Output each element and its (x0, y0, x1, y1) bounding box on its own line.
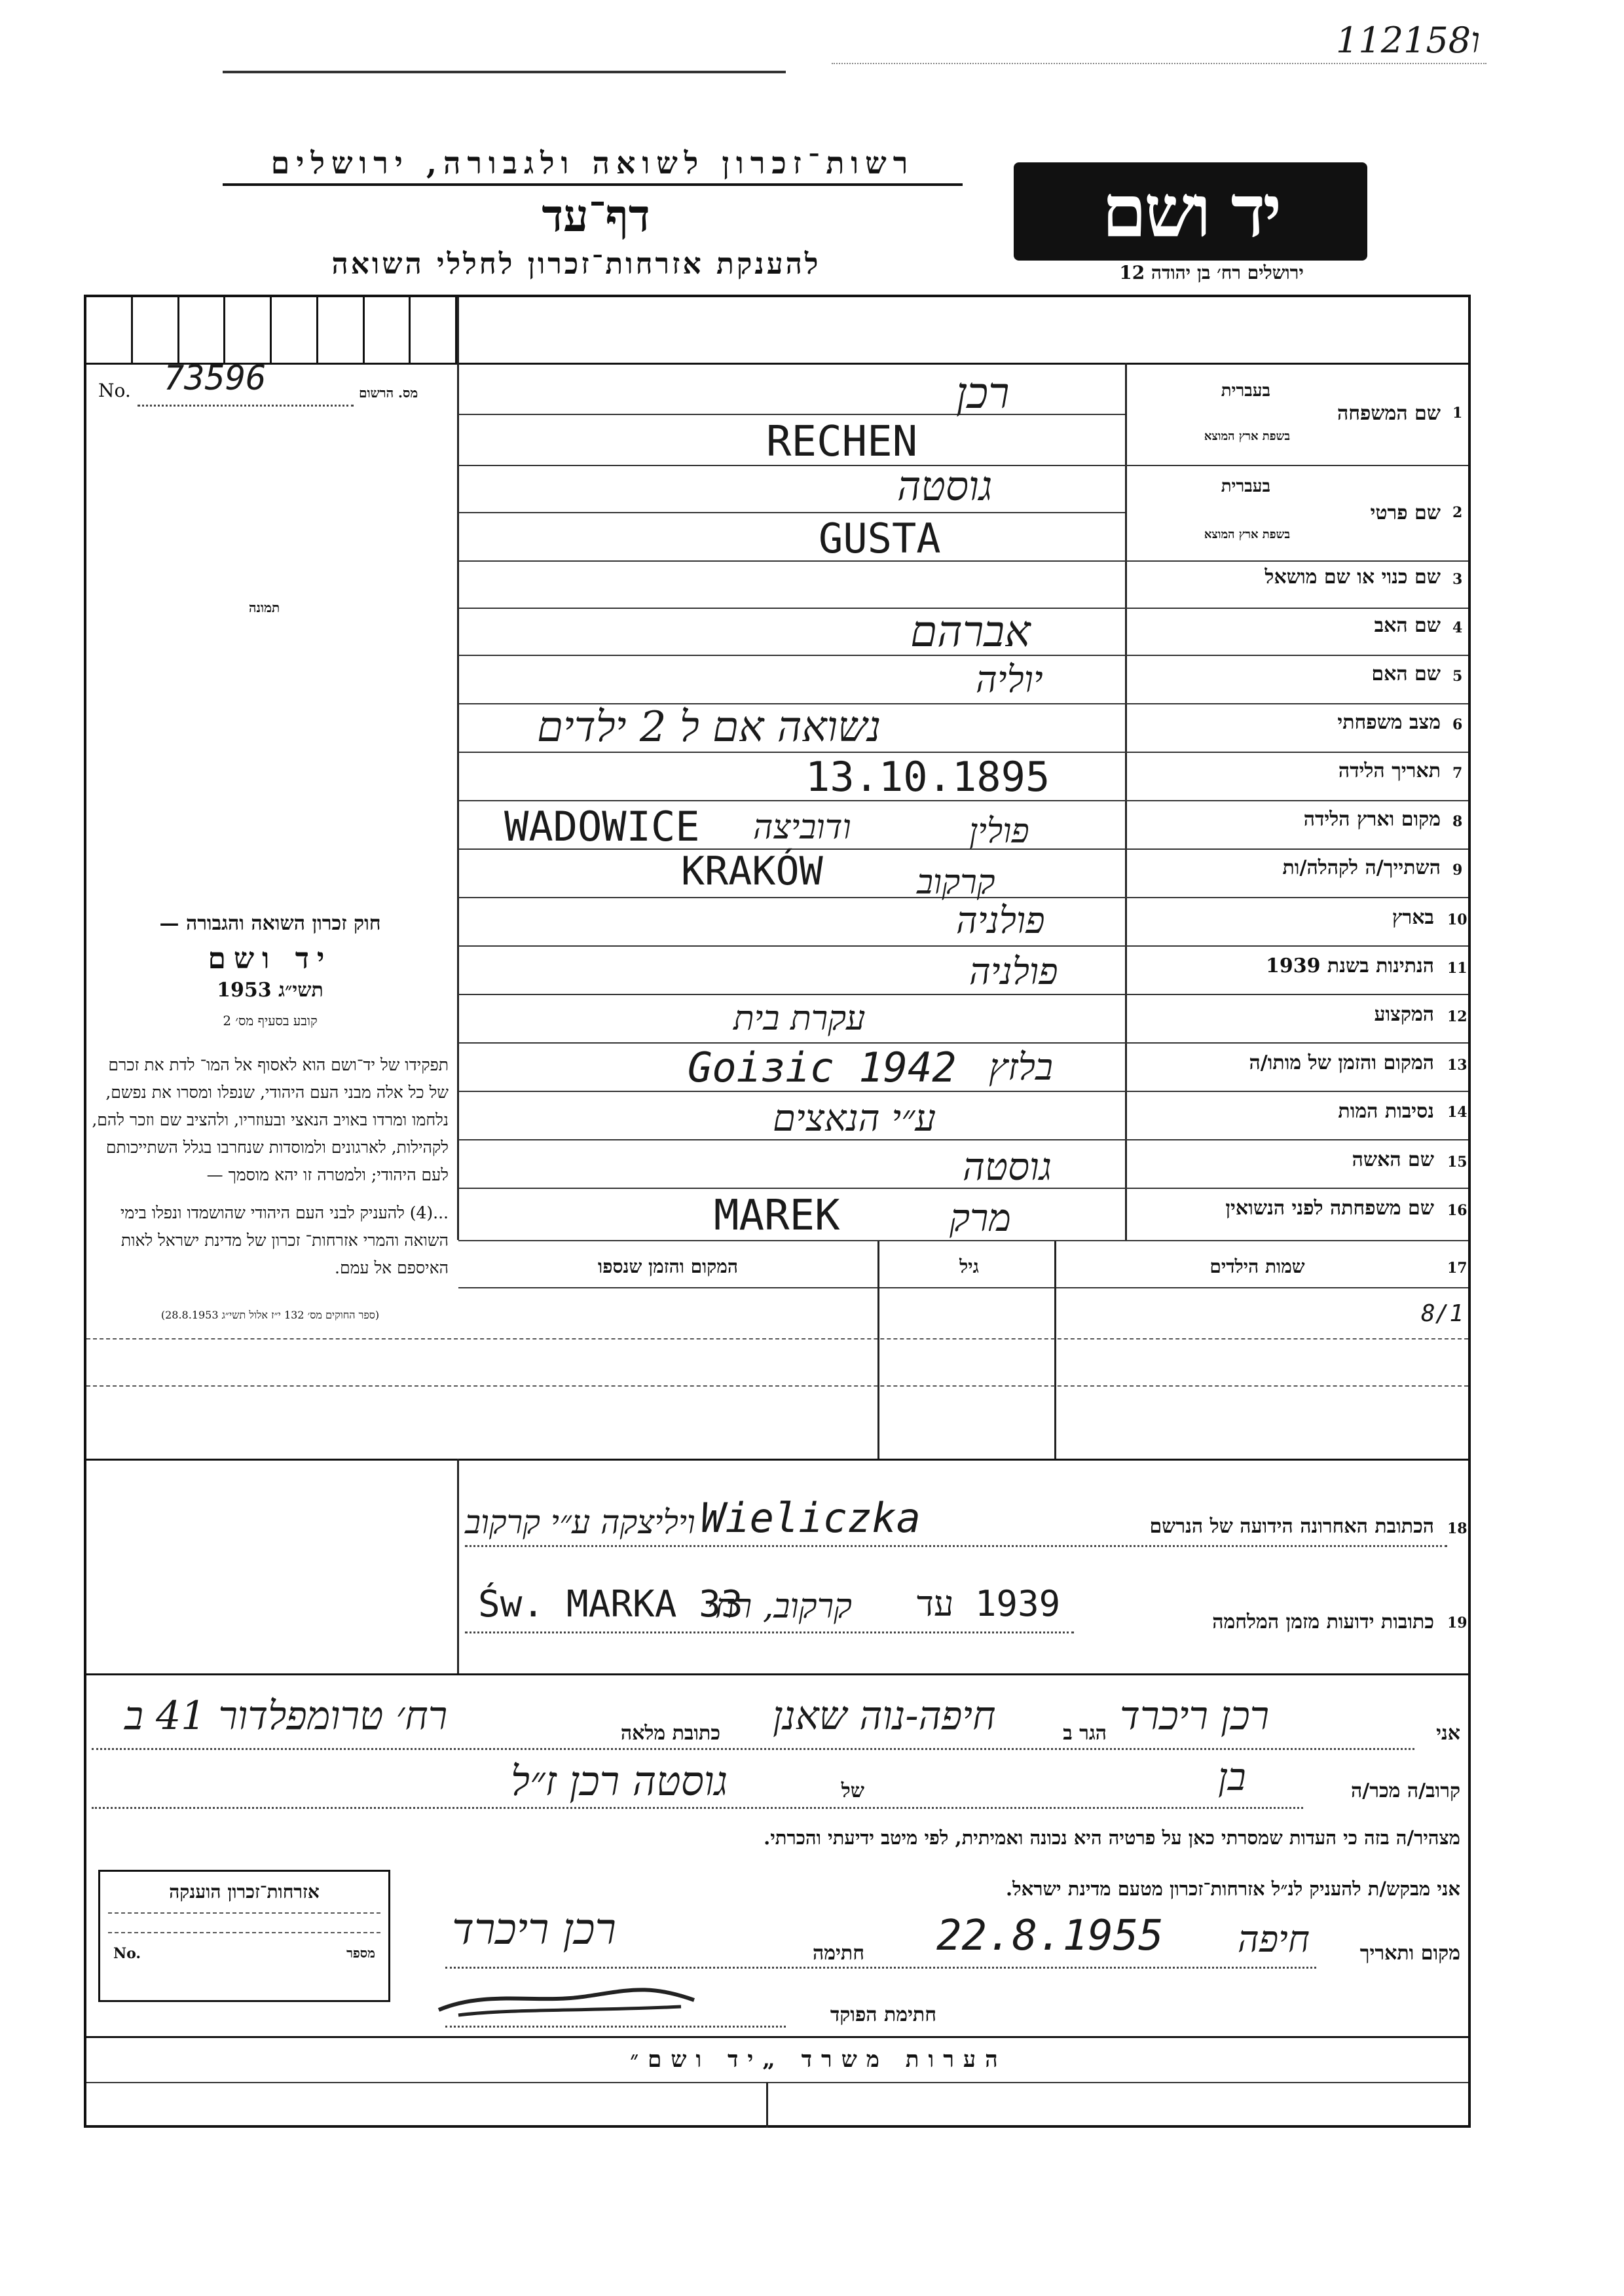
field-8-label: מקום וארץ הלידה (1303, 808, 1441, 831)
decl-line-3 (445, 1967, 1316, 1969)
field-19-label: כתובות ידועות מזמן המלחמה (1212, 1611, 1434, 1633)
field-14-num: 14 (1447, 1104, 1467, 1121)
row-line-2a (458, 512, 1125, 513)
field-9-num: 9 (1452, 862, 1463, 879)
top-strip-line (86, 363, 1468, 365)
field-12-num: 12 (1447, 1008, 1467, 1025)
top-rule-thin (832, 63, 1486, 64)
footer-top-line (86, 2036, 1468, 2038)
field-13-num: 13 (1447, 1057, 1467, 1074)
field-18-num: 18 (1447, 1520, 1467, 1537)
law-title: חוק זכרון השואה והגבורה — (159, 912, 381, 935)
decl-rel-label: קרוב/ה מכר/ה (1351, 1779, 1460, 1802)
top-rule (223, 71, 786, 73)
number-boxes (86, 297, 457, 363)
decl-lives-value: חיפה-נוה שאנן (773, 1693, 996, 1739)
field-7-num: 7 (1452, 765, 1463, 782)
field-19-value-lat: Św. MARKA 33 (478, 1583, 743, 1626)
field-8-value-heb: פולין (969, 812, 1029, 851)
grant-box-no-heb: מספר (346, 1945, 375, 1961)
children-col-place: המקום והזמן שנספו (598, 1256, 738, 1277)
decl-place-label: מקום ותאריך (1359, 1942, 1460, 1965)
officer-line (445, 2026, 786, 2028)
law-year: תשי״ג 1953 (217, 979, 323, 1002)
row-line-10 (458, 945, 1468, 947)
field-7-label: תאריך הלידה (1338, 759, 1441, 782)
field-18-value-heb: ויליצקה ע״י קרקוב (465, 1503, 695, 1541)
field-12-label: המקצוע (1374, 1003, 1434, 1026)
field-7-value: 13.10.1895 (805, 753, 1050, 801)
footer-bottom-line (86, 2082, 1468, 2083)
field-1-sub1: בעברית (1221, 381, 1270, 401)
officer-label: חתימת הפוקד (830, 2003, 936, 2026)
law-name: יד ושם (208, 942, 333, 975)
registration-dots (138, 405, 354, 407)
photo-label: תמונה (249, 600, 280, 615)
children-row-2 (86, 1385, 1468, 1387)
field-9-label: השתייך/ה לקהלה/ות (1282, 856, 1441, 879)
field-1-num: 1 (1452, 405, 1463, 422)
children-header-line (458, 1287, 1468, 1288)
field-19-value-year: 1939 עד (917, 1583, 1061, 1624)
officer-signature-stroke-2 (458, 2007, 681, 2015)
yad-vashem-logo: יד ושם (1014, 162, 1367, 261)
field-5-num: 5 (1452, 668, 1463, 685)
field-2-label: שם פרטי (1370, 501, 1441, 524)
decl-date-value: 22.8.1955 (936, 1912, 1164, 1960)
decl-statement-2: אני מבקש/ת להעניק לנ״ל אזרחות־זכרון מטעם מדינת ישראל. (1006, 1878, 1460, 1900)
decl-of-label: של (841, 1779, 864, 1802)
children-col-age: גיל (959, 1256, 979, 1277)
field-19-num: 19 (1447, 1614, 1467, 1631)
row-line-12 (458, 1042, 1468, 1044)
field-10-label: בארץ (1392, 906, 1434, 929)
field-6-num: 6 (1452, 716, 1463, 733)
header-authority: רשות־זכרון לשואה ולגבורה, ירושלים (223, 145, 963, 186)
field-2-value-lat: GUSTA (819, 515, 941, 562)
field-4-value: אברהם (910, 606, 1031, 657)
field-13-label: המקום והזמן של מותו/ה (1249, 1051, 1434, 1074)
field-5-label: שם האם (1371, 663, 1441, 685)
footer-title: הערות משרד „יד ושם״ (630, 2047, 1007, 2073)
decl-of-value: גוסטה רכן ז״ל (511, 1757, 728, 1805)
field-17-num: 17 (1447, 1260, 1467, 1277)
field-18-label: הכתובת האחרונה הידועה של הנרשם (1149, 1515, 1434, 1538)
registration-no-label: No. (98, 380, 131, 401)
field-3-label: שם כנוי או שם מושאל (1264, 566, 1441, 589)
registration-heb-label: מס. הרשום (359, 385, 418, 401)
field-15-value: גוסטה (963, 1144, 1052, 1189)
children-row-1 (86, 1338, 1468, 1339)
field-10-value: פולניה (956, 900, 1045, 942)
law-text-1: תפקידו של יד־ושם הוא לאסוף אל המו־ לדת את זכרם של כל אלה מבני העם היהודי, שנפלו ומסרו את נפשם, נלחמו ומרדו באויב הנאצי ובעוזריו, ולהציב שם וזכר להם, לקהילות, לארגונים ולמוסדות שנחרבו בגלל השתייכותם לעם היהודי; ולמטרה זו יהא מוסמך — (92, 1055, 449, 1184)
row-line-2b (458, 560, 1468, 562)
field-10-num: 10 (1447, 911, 1467, 928)
law-text-2: ...(4) להעניק לבני העם היהודי שהושמדו ונפלו בימי השואה והמרי אזרחות־ זכרון של מדינת ישראל לאות האיספם אל עמם. (120, 1203, 449, 1277)
row-line-14 (458, 1139, 1468, 1140)
label-column-divider (1125, 363, 1127, 1240)
field-18-value-lat: Wieliczka (701, 1494, 921, 1542)
grant-box-no: No. (113, 1945, 141, 1962)
registration-no-value: 73596 (164, 359, 267, 398)
decl-place-value: חיפה (1238, 1918, 1310, 1961)
officer-signature (432, 1971, 707, 2023)
decl-lives-label: הגר ב (1063, 1722, 1107, 1745)
field-11-label: הנתינות בשנת 1939 (1265, 955, 1434, 977)
decl-sig-value: רכן ריכרד (452, 1904, 616, 1954)
field-5-value: יוליה (976, 659, 1043, 701)
decl-addr-label: כתובת מלאה (620, 1722, 720, 1745)
field-8-value-heb2: ודוביצה (753, 808, 851, 847)
field-1-label: שם המשפחה (1337, 402, 1441, 425)
children-note: 8/1 (1421, 1300, 1464, 1327)
field-1-sub2: בשפת ארץ המוצא (1204, 429, 1290, 443)
children-divider-1 (877, 1241, 879, 1460)
law-clause: קובע בסעיף מס׳ 2 (223, 1013, 318, 1029)
field-1-value-lat: RECHEN (766, 418, 918, 466)
field-16-label: שם משפחתה לפני הנשואין (1225, 1197, 1434, 1220)
decl-statement-1: מצהיר/ה בזה כי העדות שמסרתי כאן על פרטיה היא נכונה ואמיתית, לפי מיטב ידיעתי והכרתי. (764, 1827, 1460, 1849)
field-16-value-heb: מרק (950, 1195, 1011, 1240)
field-13-value-lat: Goiзiс 1942 (688, 1044, 957, 1091)
decl-rel-value: בן (1218, 1755, 1246, 1799)
grant-box (98, 1870, 390, 2002)
bottom-left-divider (457, 1459, 459, 1675)
field-16-value-lat: MAREK (714, 1192, 840, 1240)
field-16-num: 16 (1447, 1202, 1467, 1219)
children-divider-2 (1054, 1241, 1056, 1460)
decl-i-label: אני (1436, 1722, 1460, 1745)
grant-box-title: אזרחות־זכרון הוענקה (169, 1881, 320, 1903)
row-line-1a (458, 414, 1125, 415)
header-title: דף־עד (542, 190, 650, 242)
field-3-num: 3 (1452, 571, 1463, 588)
field-2-value-heb: גוסטה (897, 462, 993, 510)
decl-line-1 (92, 1748, 1414, 1750)
field-2-num: 2 (1452, 504, 1463, 521)
field-18-dots (465, 1545, 1447, 1547)
field-2-sub1: בעברית (1221, 477, 1270, 496)
field-14-value: ע״י הנאצים (773, 1097, 936, 1140)
header-subtitle: להענקת אזרחות־זכרון לחללי השואה (331, 247, 821, 281)
field-19-dots (465, 1631, 1074, 1633)
row-line-16 (458, 1240, 1468, 1241)
field-12-value: עקרת בית (733, 999, 866, 1038)
field-19-bottom-line (86, 1673, 1468, 1675)
header-address: ירושלים רח׳ בן יהודה 12 (1119, 262, 1304, 283)
field-13-value-heb: בלזץ (989, 1046, 1053, 1089)
field-14-label: נסיבות המות (1338, 1100, 1434, 1123)
field-4-num: 4 (1452, 619, 1463, 636)
field-6-label: מצב משפחתי (1337, 711, 1441, 734)
children-col-names: שמות הילדים (1209, 1256, 1305, 1277)
field-9-value-heb: קרקוב (917, 863, 995, 902)
decl-sig-label: חתימה (813, 1942, 864, 1965)
field-4-label: שם האב (1374, 614, 1441, 637)
decl-i-value: רכן ריכרד (1120, 1693, 1270, 1739)
row-line-13 (458, 1091, 1468, 1092)
left-column-divider (457, 297, 459, 1240)
field-9-value-lat: KRAKÓW (681, 848, 823, 894)
row-line-11 (458, 994, 1468, 995)
field-8-value-lat: WADOWICE (504, 803, 700, 850)
field-15-num: 15 (1447, 1154, 1467, 1171)
decl-addr-value: רח׳ טרומפלדור 41 ב (124, 1693, 448, 1739)
children-bottom-line (86, 1459, 1468, 1461)
field-15-label: שם האשה (1352, 1148, 1434, 1171)
field-1-value-heb: רכן (956, 368, 1010, 418)
field-11-value: פולניה (969, 951, 1058, 993)
field-11-num: 11 (1447, 960, 1467, 977)
field-6-value: נשואה אם ל 2 ילדים (537, 703, 881, 752)
footer-vertical (766, 2082, 768, 2128)
archive-number: ו112158 (1336, 20, 1480, 61)
decl-line-2 (92, 1807, 1303, 1809)
field-8-num: 8 (1452, 813, 1463, 830)
field-19-value-heb: קרקוב, רח׳ (707, 1587, 852, 1626)
law-block (92, 910, 449, 1329)
law-source: (ספר החוקים מס׳ 132 י״ז אלול תשי״ג 28.8.1953) (160, 1309, 380, 1321)
field-2-sub2: בשפת ארץ המוצא (1204, 528, 1290, 541)
